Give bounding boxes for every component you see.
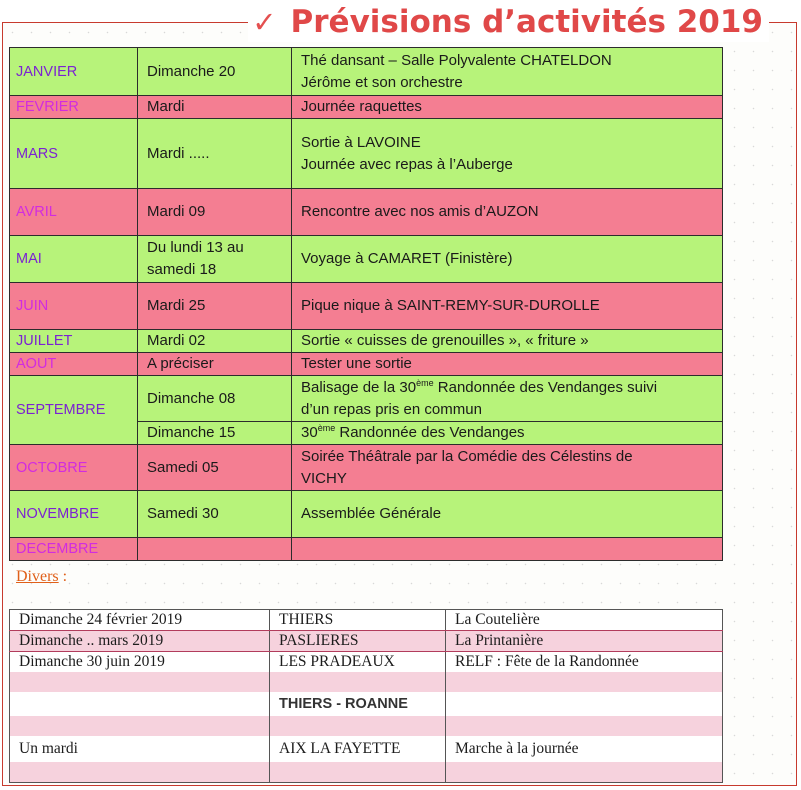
event-cell — [446, 716, 723, 736]
month-cell: SEPTEMBRE — [10, 376, 138, 445]
place-cell: AIX LA FAYETTE — [270, 736, 446, 762]
place-cell — [270, 672, 446, 692]
place-cell — [270, 716, 446, 736]
month-cell: MAI — [10, 236, 138, 283]
activity-cell — [292, 445, 723, 491]
date-cell: Dimanche 30 juin 2019 — [10, 652, 270, 673]
activities-table — [9, 47, 723, 561]
date-cell — [10, 672, 270, 692]
place-cell: THIERS - ROANNE — [270, 692, 446, 716]
month-cell: NOVEMBRE — [10, 491, 138, 538]
event-cell — [446, 672, 723, 692]
activity-line: d’un repas pris en commun — [301, 400, 482, 418]
activity-cell: Voyage à CAMARET (Finistère) — [292, 236, 723, 283]
activity-cell — [292, 119, 723, 189]
month-cell: MARS — [10, 119, 138, 189]
month-cell: JANVIER — [10, 48, 138, 96]
date-cell — [10, 716, 270, 736]
table-row — [10, 445, 723, 491]
activity-text: Randonnée des Vendanges suivi — [433, 378, 658, 396]
date-cell: Samedi 05 — [138, 445, 292, 491]
place-cell — [270, 762, 446, 783]
place-cell: PASLIERES — [270, 631, 446, 652]
date-cell — [10, 692, 270, 716]
activity-line: Soirée Théâtrale par la Comédie des Célestins de — [301, 447, 633, 465]
superscript: ème — [416, 377, 434, 388]
activity-line — [301, 377, 722, 399]
date-cell: Dimanche 20 — [138, 48, 292, 96]
activity-line: Sortie à LAVOINE — [301, 133, 421, 151]
activity-cell — [292, 422, 723, 445]
table-row — [10, 283, 723, 330]
event-cell: La Printanière — [446, 631, 723, 652]
activity-cell: Journée raquettes — [292, 96, 723, 119]
activity-cell — [292, 48, 723, 96]
event-cell: RELF : Fête de la Randonnée — [446, 652, 723, 673]
divers-table — [9, 609, 723, 783]
date-cell: Dimanche .. mars 2019 — [10, 631, 270, 652]
month-cell: DECEMBRE — [10, 538, 138, 561]
table-row — [10, 48, 723, 96]
date-cell: Mardi — [138, 96, 292, 119]
activity-line: Jérôme et son orchestre — [301, 73, 463, 91]
date-cell: Samedi 30 — [138, 491, 292, 538]
activity-text: 30 — [301, 424, 318, 441]
table-row — [10, 538, 723, 561]
event-cell: Marche à la journée — [446, 736, 723, 762]
date-cell: Dimanche 08 — [138, 376, 292, 422]
date-line: samedi 18 — [147, 261, 217, 278]
event-cell: La Coutelière — [446, 610, 723, 631]
title-text: Prévisions d’activités 2019 — [290, 4, 763, 40]
month-cell: OCTOBRE — [10, 445, 138, 491]
date-cell — [10, 762, 270, 783]
table-row — [10, 762, 723, 783]
date-cell: Dimanche 24 février 2019 — [10, 610, 270, 631]
month-cell: FEVRIER — [10, 96, 138, 119]
table-row — [10, 631, 723, 652]
page-title — [248, 2, 769, 42]
activity-cell — [292, 538, 723, 561]
activity-cell: Tester une sortie — [292, 353, 723, 376]
date-cell — [138, 236, 292, 283]
activity-line: Thé dansant – Salle Polyvalente CHATELDON — [301, 51, 612, 69]
table-row — [10, 491, 723, 538]
month-cell: AOUT — [10, 353, 138, 376]
table-row — [10, 652, 723, 673]
month-cell: JUILLET — [10, 330, 138, 353]
activity-cell: Pique nique à SAINT-REMY-SUR-DUROLLE — [292, 283, 723, 330]
date-cell: Mardi 02 — [138, 330, 292, 353]
divers-suffix: : — [58, 568, 68, 585]
table-row — [10, 716, 723, 736]
date-cell: Dimanche 15 — [138, 422, 292, 445]
superscript: ème — [317, 423, 336, 433]
event-cell — [446, 692, 723, 716]
date-cell — [138, 538, 292, 561]
activity-cell: Assemblée Générale — [292, 491, 723, 538]
divers-label: Divers — [16, 568, 59, 585]
activity-line: VICHY — [301, 469, 347, 487]
checkmark-icon: ✓ — [252, 5, 277, 39]
month-cell: JUIN — [10, 283, 138, 330]
table-row — [10, 672, 723, 692]
table-row — [10, 236, 723, 283]
date-cell: Mardi 09 — [138, 189, 292, 236]
date-cell: Mardi 25 — [138, 283, 292, 330]
month-cell: AVRIL — [10, 189, 138, 236]
event-cell — [446, 762, 723, 783]
activity-cell: Sortie « cuisses de grenouilles », « friture » — [292, 330, 723, 353]
date-cell: Un mardi — [10, 736, 270, 762]
table-row — [10, 376, 723, 422]
table-row — [10, 330, 723, 353]
activity-text: Randonnée des Vendanges — [335, 424, 525, 441]
table-row — [10, 353, 723, 376]
divers-heading — [16, 568, 67, 586]
activity-cell — [292, 376, 723, 422]
place-cell: THIERS — [270, 610, 446, 631]
place-cell: LES PRADEAUX — [270, 652, 446, 673]
activity-line: Journée avec repas à l’Auberge — [301, 155, 513, 173]
table-row — [10, 189, 723, 236]
table-row — [10, 736, 723, 762]
table-row — [10, 96, 723, 119]
activity-text: Balisage de la 30 — [301, 378, 417, 396]
date-cell: A préciser — [138, 353, 292, 376]
date-cell: Mardi ..... — [138, 119, 292, 189]
activity-cell: Rencontre avec nos amis d’AUZON — [292, 189, 723, 236]
table-row — [10, 119, 723, 189]
table-row — [10, 692, 723, 716]
table-row — [10, 610, 723, 631]
date-line: Du lundi 13 au — [147, 239, 244, 256]
